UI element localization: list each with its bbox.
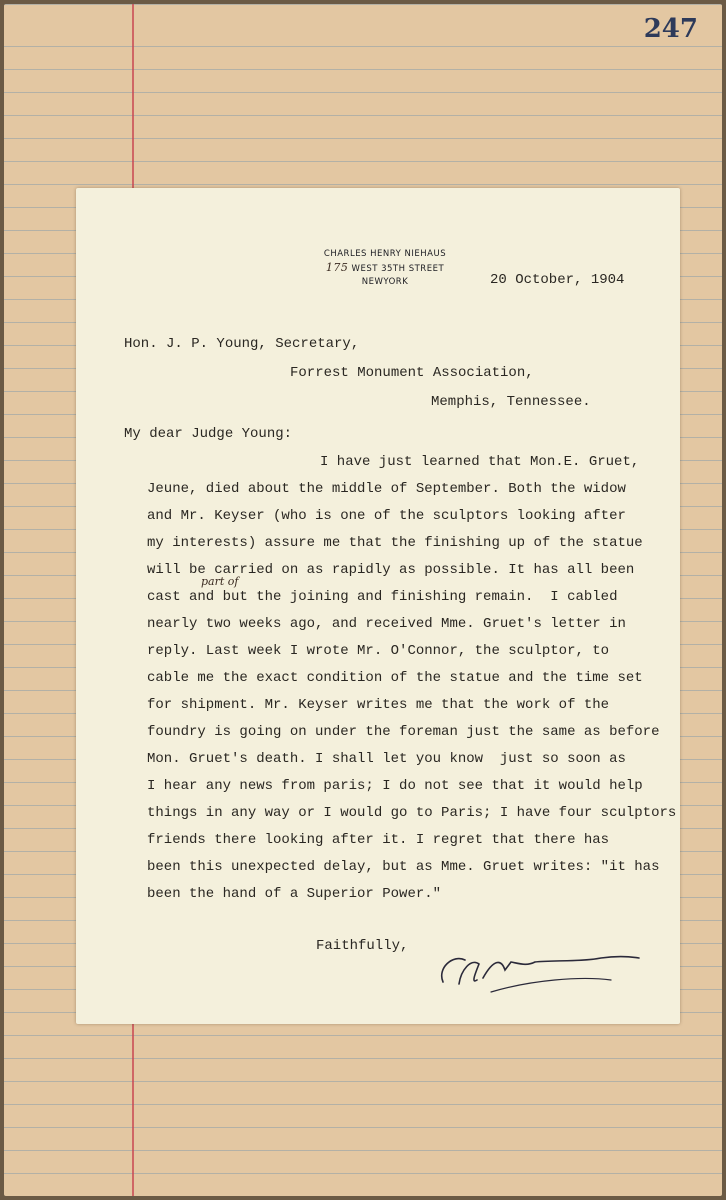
body-line: reply. Last week I wrote Mr. O'Connor, the sculptor, to <box>147 643 610 659</box>
body-line: I hear any news from paris; I do not see that it would help <box>147 778 643 794</box>
salutation: My dear Judge Young: <box>124 426 293 442</box>
letter-sheet <box>76 188 680 1024</box>
body-line: nearly two weeks ago, and received Mme. Gruet's letter in <box>147 616 626 632</box>
body-line: friends there looking after it. I regret that there has <box>147 832 610 848</box>
body-line: foundry is going on under the foreman just the same as before <box>147 724 660 740</box>
letter-date: 20 October, 1904 <box>490 272 625 288</box>
handwritten-insertion: part of <box>201 575 239 588</box>
body-line: cable me the exact condition of the statue and the time set <box>147 670 643 686</box>
letterhead-street-line <box>300 261 470 276</box>
body-line: for shipment. Mr. Keyser writes me that the work of the <box>147 697 610 713</box>
body-line: Jeune, died about the middle of September. Both the widow <box>147 481 626 497</box>
body-line: and Mr. Keyser (who is one of the sculptors looking after <box>147 508 626 524</box>
body-line: Mon. Gruet's death. I shall let you know just so soon as <box>147 751 626 767</box>
body-line: things in any way or I would go to Paris; I have four sculptors <box>147 805 677 821</box>
body-line: cast and but the joining and finishing remain. I cabled <box>147 589 618 605</box>
body-line: been the hand of a Superior Power." <box>147 886 442 902</box>
body-line: been this unexpected delay, but as Mme. Gruet writes: "it has <box>147 859 660 875</box>
body-line: my interests) assure me that the finishing up of the statue <box>147 535 643 551</box>
recipient-line-3: Memphis, Tennessee. <box>431 394 591 410</box>
page-number: 247 <box>643 14 698 44</box>
letterhead-city: NEWYORK <box>361 277 409 287</box>
letterhead-street: WEST 35TH STREET <box>351 264 445 274</box>
letterhead-street-number: 175 <box>325 261 349 274</box>
signature-image <box>431 940 651 1000</box>
letterhead-name: CHARLES HENRY NIEHAUS <box>323 249 447 259</box>
recipient-line-1: Hon. J. P. Young, Secretary, <box>124 336 360 352</box>
closing: Faithfully, <box>316 938 409 954</box>
body-line: I have just learned that Mon.E. Gruet, <box>320 454 640 470</box>
letterhead <box>300 248 470 289</box>
recipient-line-2: Forrest Monument Association, <box>290 365 534 381</box>
body-line: will be carried on as rapidly as possible. It has all been <box>147 562 635 578</box>
